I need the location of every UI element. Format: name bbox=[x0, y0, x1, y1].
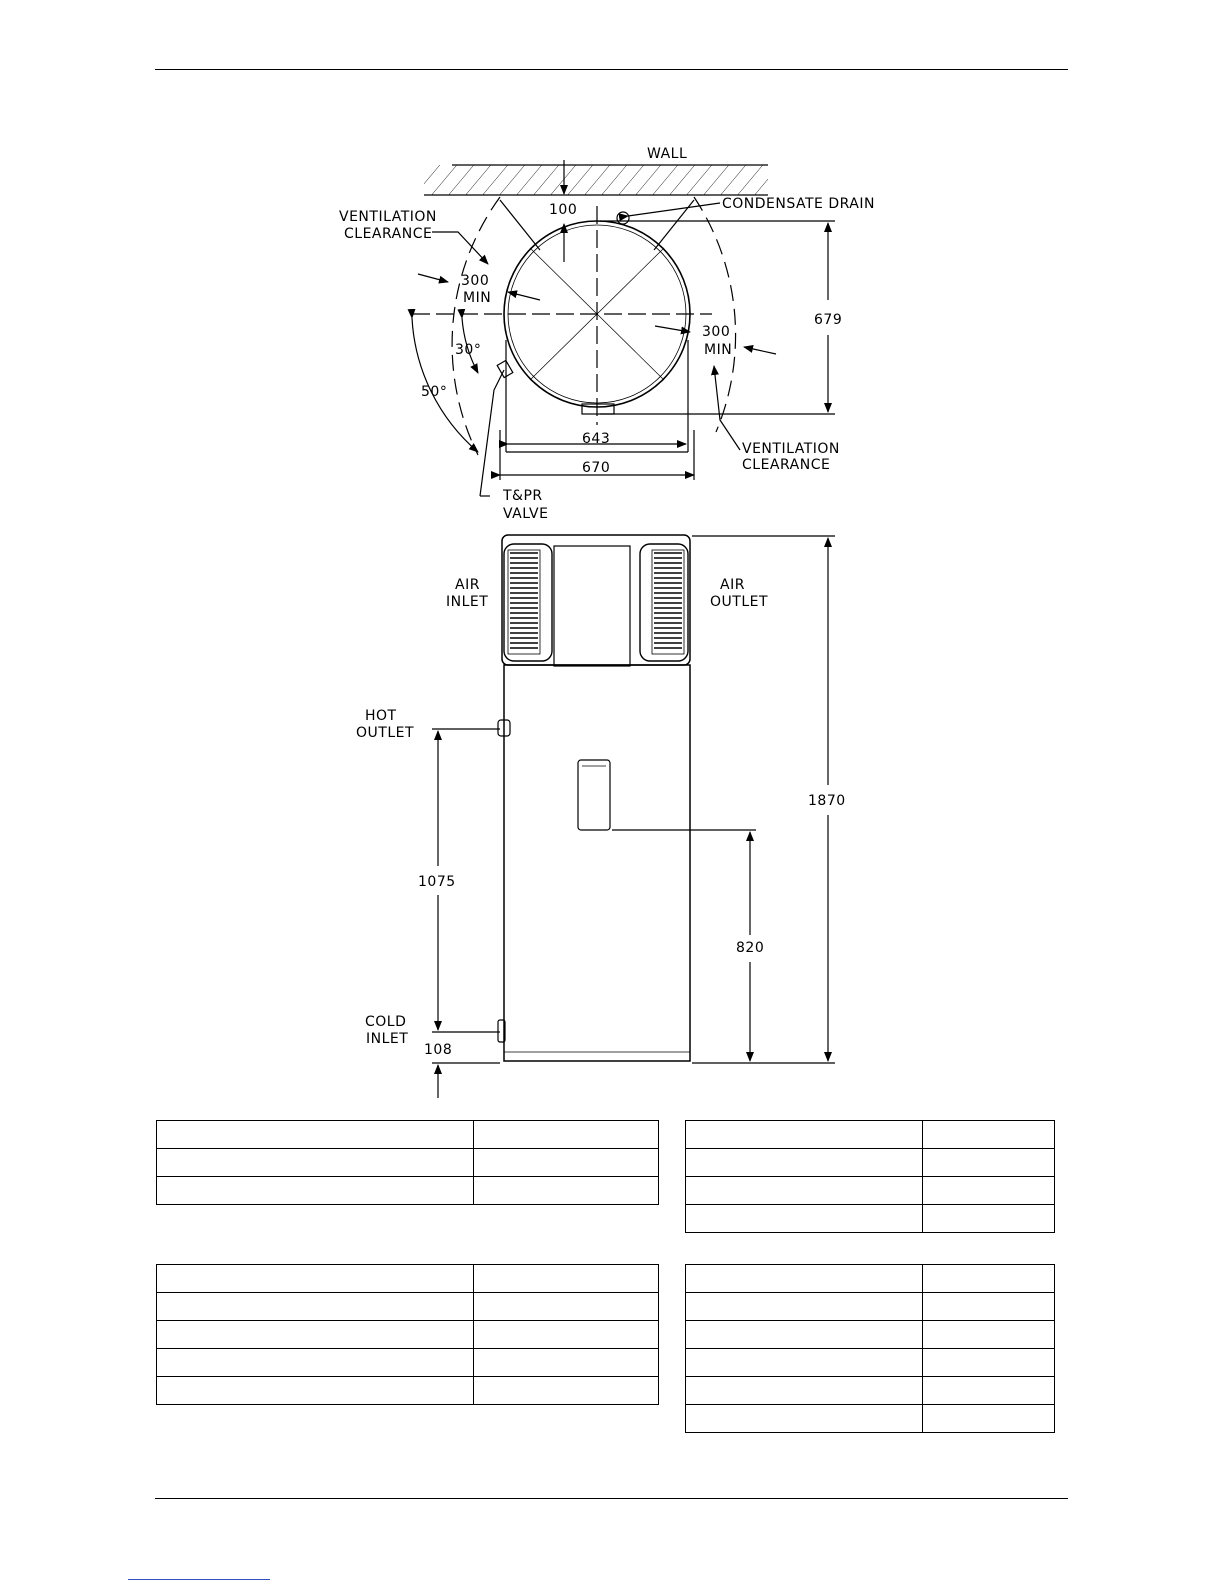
table-cell bbox=[686, 1265, 923, 1293]
wall-label: WALL bbox=[647, 146, 688, 162]
min-label-left: MIN bbox=[463, 290, 492, 306]
table-cell bbox=[686, 1293, 923, 1321]
front-view-labels bbox=[356, 577, 846, 1058]
table-row bbox=[686, 1265, 1055, 1293]
height-1075: 1075 bbox=[418, 874, 456, 890]
width-643: 643 bbox=[582, 431, 611, 447]
grille-louvres bbox=[510, 553, 682, 648]
control-panel bbox=[578, 760, 610, 830]
condensate-drain-label: CONDENSATE DRAIN bbox=[722, 196, 875, 212]
table-row bbox=[686, 1293, 1055, 1321]
hot-outlet-label-2: OUTLET bbox=[356, 725, 415, 741]
cold-inlet-label-1: COLD bbox=[365, 1014, 407, 1030]
depth-679: 679 bbox=[814, 312, 843, 328]
table-row bbox=[157, 1149, 659, 1177]
table-cell bbox=[686, 1177, 923, 1205]
table-row bbox=[686, 1149, 1055, 1177]
wall-hatch bbox=[424, 165, 768, 195]
table-cell bbox=[157, 1377, 474, 1405]
tank-body bbox=[504, 665, 690, 1061]
table-cell bbox=[686, 1377, 923, 1405]
table-cell bbox=[474, 1121, 659, 1149]
table-cell bbox=[923, 1321, 1055, 1349]
min-300-left: 300 bbox=[461, 273, 490, 289]
ventilation-label-left: VENTILATION bbox=[339, 209, 437, 225]
table-cell bbox=[157, 1149, 474, 1177]
tpr-label: T&PR bbox=[503, 488, 543, 504]
table-row bbox=[686, 1349, 1055, 1377]
table-cell bbox=[474, 1293, 659, 1321]
clearance-label-left: CLEARANCE bbox=[344, 226, 433, 242]
angle-50: 50° bbox=[421, 384, 448, 400]
table-cell bbox=[923, 1265, 1055, 1293]
table-cell bbox=[474, 1349, 659, 1377]
table-cell bbox=[923, 1293, 1055, 1321]
table-row bbox=[157, 1265, 659, 1293]
table-cell bbox=[157, 1121, 474, 1149]
height-820: 820 bbox=[736, 940, 765, 956]
table-1 bbox=[156, 1120, 659, 1205]
air-inlet-label-2: INLET bbox=[446, 594, 489, 610]
hot-outlet-label-1: HOT bbox=[365, 708, 397, 724]
table-row bbox=[157, 1121, 659, 1149]
table-row bbox=[686, 1205, 1055, 1233]
table-cell bbox=[923, 1149, 1055, 1177]
top-view-labels bbox=[339, 146, 875, 522]
table-cell bbox=[686, 1405, 923, 1433]
table-row bbox=[157, 1377, 659, 1405]
height-108: 108 bbox=[424, 1042, 453, 1058]
table-cell bbox=[157, 1177, 474, 1205]
table-cell bbox=[923, 1177, 1055, 1205]
table-row bbox=[157, 1349, 659, 1377]
table-cell bbox=[157, 1349, 474, 1377]
table-cell bbox=[686, 1149, 923, 1177]
table-row bbox=[686, 1177, 1055, 1205]
height-1870: 1870 bbox=[808, 793, 846, 809]
min-label-right: MIN bbox=[704, 342, 733, 358]
air-outlet-label-1: AIR bbox=[720, 577, 745, 593]
table-row bbox=[157, 1177, 659, 1205]
table-cell bbox=[474, 1265, 659, 1293]
table-cell bbox=[686, 1121, 923, 1149]
table-cell bbox=[157, 1293, 474, 1321]
table-row bbox=[686, 1377, 1055, 1405]
footer-link[interactable] bbox=[128, 1579, 270, 1580]
valve-label: VALVE bbox=[503, 506, 549, 522]
air-inlet-label-1: AIR bbox=[455, 577, 480, 593]
ventilation-label-right: VENTILATION bbox=[742, 441, 840, 457]
table-cell bbox=[686, 1321, 923, 1349]
table-cell bbox=[474, 1149, 659, 1177]
heat-pump-module bbox=[502, 535, 690, 665]
table-cell bbox=[923, 1121, 1055, 1149]
front-view bbox=[432, 535, 835, 1098]
table-cell bbox=[923, 1377, 1055, 1405]
table-row bbox=[686, 1405, 1055, 1433]
table-cell bbox=[474, 1177, 659, 1205]
table-2 bbox=[685, 1120, 1055, 1233]
table-row bbox=[157, 1321, 659, 1349]
table-cell bbox=[474, 1377, 659, 1405]
table-cell bbox=[923, 1405, 1055, 1433]
table-cell bbox=[686, 1205, 923, 1233]
table-row bbox=[686, 1121, 1055, 1149]
air-outlet-label-2: OUTLET bbox=[710, 594, 769, 610]
table-cell bbox=[474, 1321, 659, 1349]
angle-30: 30° bbox=[455, 342, 482, 358]
width-670: 670 bbox=[582, 460, 611, 476]
table-cell bbox=[923, 1205, 1055, 1233]
table-4 bbox=[685, 1264, 1055, 1433]
table-cell bbox=[923, 1349, 1055, 1377]
table-cell bbox=[157, 1265, 474, 1293]
cold-inlet-label-2: INLET bbox=[366, 1031, 409, 1047]
min-300-right: 300 bbox=[702, 324, 731, 340]
footer-rule bbox=[155, 1498, 1068, 1499]
clearance-back-label: 100 bbox=[549, 202, 578, 218]
table-row bbox=[686, 1321, 1055, 1349]
clearance-label-right: CLEARANCE bbox=[742, 457, 831, 473]
table-cell bbox=[686, 1349, 923, 1377]
table-row bbox=[157, 1293, 659, 1321]
table-cell bbox=[157, 1321, 474, 1349]
table-3 bbox=[156, 1264, 659, 1405]
